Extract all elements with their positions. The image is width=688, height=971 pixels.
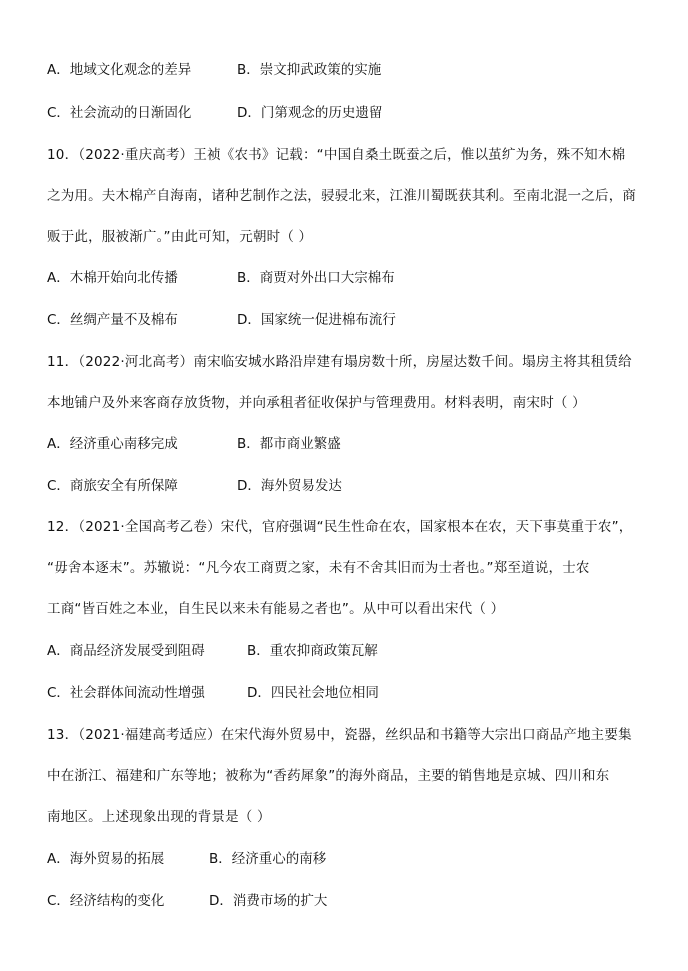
q9-options-row-1 <box>47 60 381 80</box>
q10-stem-line-2: 之为用。夫木棉产自海南，诸种艺制作之法，骎骎北来，江淮川蜀既获其利。至南北混一之后，商 <box>47 188 637 204</box>
q11-stem-line-1: 11．（2022·河北高考）南宋临安城水路沿岸建有塌房数十所，房屋达数千间。塌房主将其租赁给 <box>47 354 632 370</box>
q11-option-c: C．商旅安全有所保障 <box>47 478 178 494</box>
q13-option-c: C．经济结构的变化 <box>47 893 165 909</box>
q10-option-c: C．丝绸产量不及棉布 <box>47 312 178 328</box>
q12-option-d: D．四民社会地位相同 <box>247 685 379 701</box>
q13-options-row-2 <box>47 891 327 911</box>
q12-stem-line-2: “毋舍本逐末”。苏辙说：“凡今农工商贾之家，未有不舍其旧而为士者也。”郑至道说，士农 <box>47 560 590 576</box>
q11-options-row-2 <box>47 476 342 496</box>
q13-options-row-1 <box>47 849 326 869</box>
q12-option-b: B．重农抑商政策瓦解 <box>247 643 378 659</box>
q13-stem-line-1: 13．（2021·福建高考适应）在宋代海外贸易中，瓷器，丝织品和书籍等大宗出口商品产地主要集 <box>47 727 632 743</box>
q10-option-a: A．木棉开始向北传播 <box>47 270 178 286</box>
q13-stem-line-2: 中在浙江、福建和广东等地；被称为“香药犀象”的海外商品，主要的销售地是京城、四川和东 <box>47 768 610 784</box>
q10-stem-line-3: 贩于此，服被渐广。”由此可知，元朝时（ ） <box>47 229 313 245</box>
q11-options-row-1 <box>47 434 341 454</box>
q9-option-b: B．崇文抑武政策的实施 <box>237 62 382 78</box>
q13-option-d: D．消费市场的扩大 <box>209 893 328 909</box>
q12-options-row-1 <box>47 641 378 661</box>
q10-stem-line-1: 10．（2022·重庆高考）王祯《农书》记载：“中国自桑土既蚕之后，惟以茧纩为务，殊不知木棉 <box>47 147 626 163</box>
q12-option-a: A．商品经济发展受到阻碍 <box>47 643 205 659</box>
q12-stem-line-3: 工商“皆百姓之本业，自生民以来未有能易之者也”。从中可以看出宋代（ ） <box>47 601 505 617</box>
q12-option-c: C．社会群体间流动性增强 <box>47 685 205 701</box>
q10-options-row-1 <box>47 268 395 288</box>
q10-options-row-2 <box>47 310 396 330</box>
q11-option-b: B．都市商业繁盛 <box>237 436 341 452</box>
q9-option-d: D．门第观念的历史遗留 <box>237 105 383 121</box>
q11-option-d: D．海外贸易发达 <box>237 478 342 494</box>
q13-stem-line-3: 南地区。上述现象出现的背景是（ ） <box>47 809 271 825</box>
q13-option-b: B．经济重心的南移 <box>209 851 327 867</box>
q10-option-d: D．国家统一促进棉布流行 <box>237 312 396 328</box>
q9-options-row-2 <box>47 103 382 123</box>
q9-option-a: A．地域文化观念的差异 <box>47 62 192 78</box>
q9-option-c: C．社会流动的日渐固化 <box>47 105 192 121</box>
q10-option-b: B．商贾对外出口大宗棉布 <box>237 270 395 286</box>
q11-stem-line-2: 本地铺户及外来客商存放货物，并向承租者征收保护与管理费用。材料表明，南宋时（ ） <box>47 395 586 411</box>
q12-options-row-2 <box>47 683 379 703</box>
q12-stem-line-1: 12．（2021·全国高考乙卷）宋代，官府强调“民生性命在农，国家根本在农，天下事莫重于农”， <box>47 519 633 535</box>
q13-option-a: A．海外贸易的拓展 <box>47 851 165 867</box>
q11-option-a: A．经济重心南移完成 <box>47 436 178 452</box>
